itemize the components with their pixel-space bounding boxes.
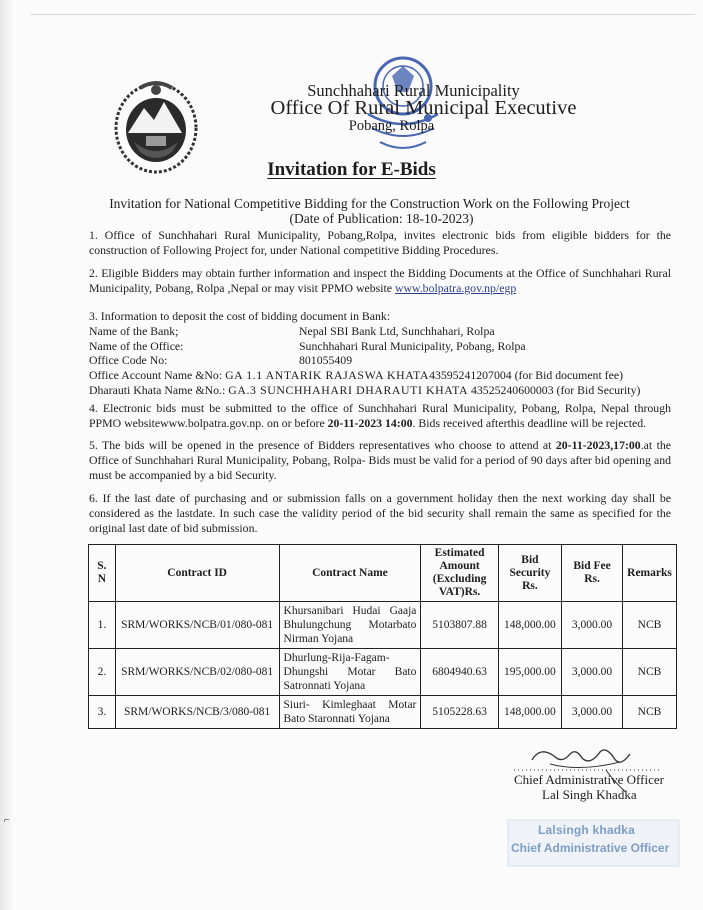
publication-date: (Date of Publication: 18-10-2023) [289,211,474,226]
name-stamp-line2: Chief Administrative Officer [511,841,670,855]
office-code-label: Office Code No: [89,353,168,368]
row-estimated-amount: 6804940.63 [421,649,498,696]
paragraph-4 [89,401,671,431]
paragraph-4-text-b: . Bids received afterthis deadline will be rejected. [412,415,647,430]
office-name-row [89,339,671,354]
paragraph-1: 1. Office of Sunchhahari Rural Municipality, Pobang,Rolpa, invites electronic bids from eligible bidders for the construction of Following Project for, under National competitive Bidding Procedures. [89,228,671,257]
row-bid-fee: 3,000.00 [562,649,623,696]
name-stamp-line1: Lalsingh khadka [538,823,636,837]
office-location: Pobang, Rolpa [348,118,435,134]
scan-mark: ⌐ [4,815,10,826]
scan-edge-shadow [0,0,14,910]
municipality-name: Sunchhahari Rural Municipality [307,81,520,100]
table-row [89,649,677,696]
paragraph-4-text-a: 4. Electronic bids must be submitted to the office of Sunchhahari Rural Municipality, Pobang, Rolpa, Nepal through PPMO websitewww.bolpatra.gov.np. on or before [89,401,671,430]
document-subtitle: Invitation for National Competitive Bidding for the Construction Work on the Following Project [109,196,630,211]
office-code-row [89,353,671,368]
dharauti-label: Dharauti Khata Name &No.: [89,382,229,397]
bid-table [88,544,677,729]
bank-info-intro: 3. Information to deposit the cost of bidding document in Bank: [89,309,391,323]
row-sn: 3. [89,696,116,729]
paragraph-5 [89,438,671,482]
row-contract-id: SRM/WORKS/NCB/3/080-081 [115,696,279,729]
row-contract-id: SRM/WORKS/NCB/01/080-081 [115,602,279,649]
account-row [89,368,671,383]
account-number: 43595241207004 (for Bid document fee) [429,368,624,383]
bank-name-label: Name of the Bank; [89,323,179,338]
dharauti-name: GA.3 SUNCHHAHARI DHARAUTI KHATA [228,382,469,397]
office-code-value: 801055409 [299,353,353,368]
row-estimated-amount: 5103807.88 [421,602,498,649]
paragraph-6: 6. If the last date of purchasing and or submission falls on a government holiday then the next working day shall be considered as the lastdate. In such case the validity period of the bid security shall remain the same as specified for the original last date of bid submission. [89,491,671,535]
bank-name-row [89,324,671,339]
dharauti-row [89,383,671,398]
document-title-text: Invitation for E-Bids [267,159,436,180]
ppmo-website-link[interactable]: www.bolpatra.gov.np/egp [394,280,517,295]
header-sn: S. N [89,545,116,602]
paragraph-3-bank-info [89,309,671,398]
signatory-name: Lal Singh Khadka [542,787,637,802]
paragraph-5-text-a: 5. The bids will be opened in the presence of Bidders representatives who choose to attend at [89,438,556,452]
table-row [89,696,677,729]
row-contract-id: SRM/WORKS/NCB/02/080-081 [115,649,279,696]
row-sn: 1. [89,602,116,649]
submission-deadline: 20-11-2023 14:00 [327,415,413,430]
row-contract-name: Khursanibari Hudai Gaaja Bhulungchung Motarbato Nirman Yojana [279,602,421,649]
row-bid-security: 148,000.00 [498,696,561,729]
account-label: Office Account Name &No: [89,368,226,383]
header-estimated-amount: Estimated Amount (Excluding VAT)Rs. [421,545,498,602]
row-contract-name: Dhurlung-Rija-Fagam-Dhungshi Motar Bato Satronnati Yojana [279,649,421,696]
row-contract-name: Siuri- Kimleghaat Motar Bato Staronnati Yojana [279,696,421,729]
paragraph-5-text-b: .at the Office of Sunchhahari Rural Municipality, Pobang, Rolpa- Bids must be valid for a period of 90 days after bid opening and must be accompanied by a bid Security. [89,438,672,482]
row-estimated-amount: 5105228.63 [421,696,498,729]
header-contract-name: Contract Name [279,545,421,602]
row-sn: 2. [89,649,116,696]
bank-name-value: Nepal SBI Bank Ltd, Sunchhahari, Rolpa [299,323,495,338]
header-bid-security: Bid Security Rs. [498,545,561,602]
row-bid-security: 195,000.00 [498,649,561,696]
dharauti-number: 43525240600003 (for Bid Security) [468,382,641,397]
paragraph-2-text: 2. Eligible Bidders may obtain further information and inspect the Bidding Documents at the Office of Sunchhahari Rural Municipality, Pobang, Rolpa ,Nepal or may visit PPMO website [89,266,671,295]
office-name: Office Of Rural Municipal Executive [270,97,577,119]
office-name-label: Name of the Office: [89,338,184,353]
header-remarks: Remarks [623,545,677,602]
row-remarks: NCB [623,649,677,696]
paragraph-2 [89,266,671,296]
signatory-designation: Chief Administrative Officer [514,772,664,787]
office-name-value: Sunchhahari Rural Municipality, Pobang, Rolpa [299,338,526,353]
opening-datetime: 20-11-2023,17:00 [555,438,641,452]
row-bid-fee: 3,000.00 [562,696,623,729]
row-remarks: NCB [623,696,677,729]
row-bid-fee: 3,000.00 [562,602,623,649]
scan-top-line [30,14,695,15]
account-name: GA 1.1 ANTARIK RAJASWA KHATA [225,368,430,383]
header-contract-id: Contract ID [115,545,279,602]
row-bid-security: 148,000.00 [498,602,561,649]
table-row [89,602,677,649]
header-bid-fee: Bid Fee Rs. [562,545,623,602]
document-title [0,159,703,181]
row-remarks: NCB [623,602,677,649]
table-header-row [89,545,677,602]
